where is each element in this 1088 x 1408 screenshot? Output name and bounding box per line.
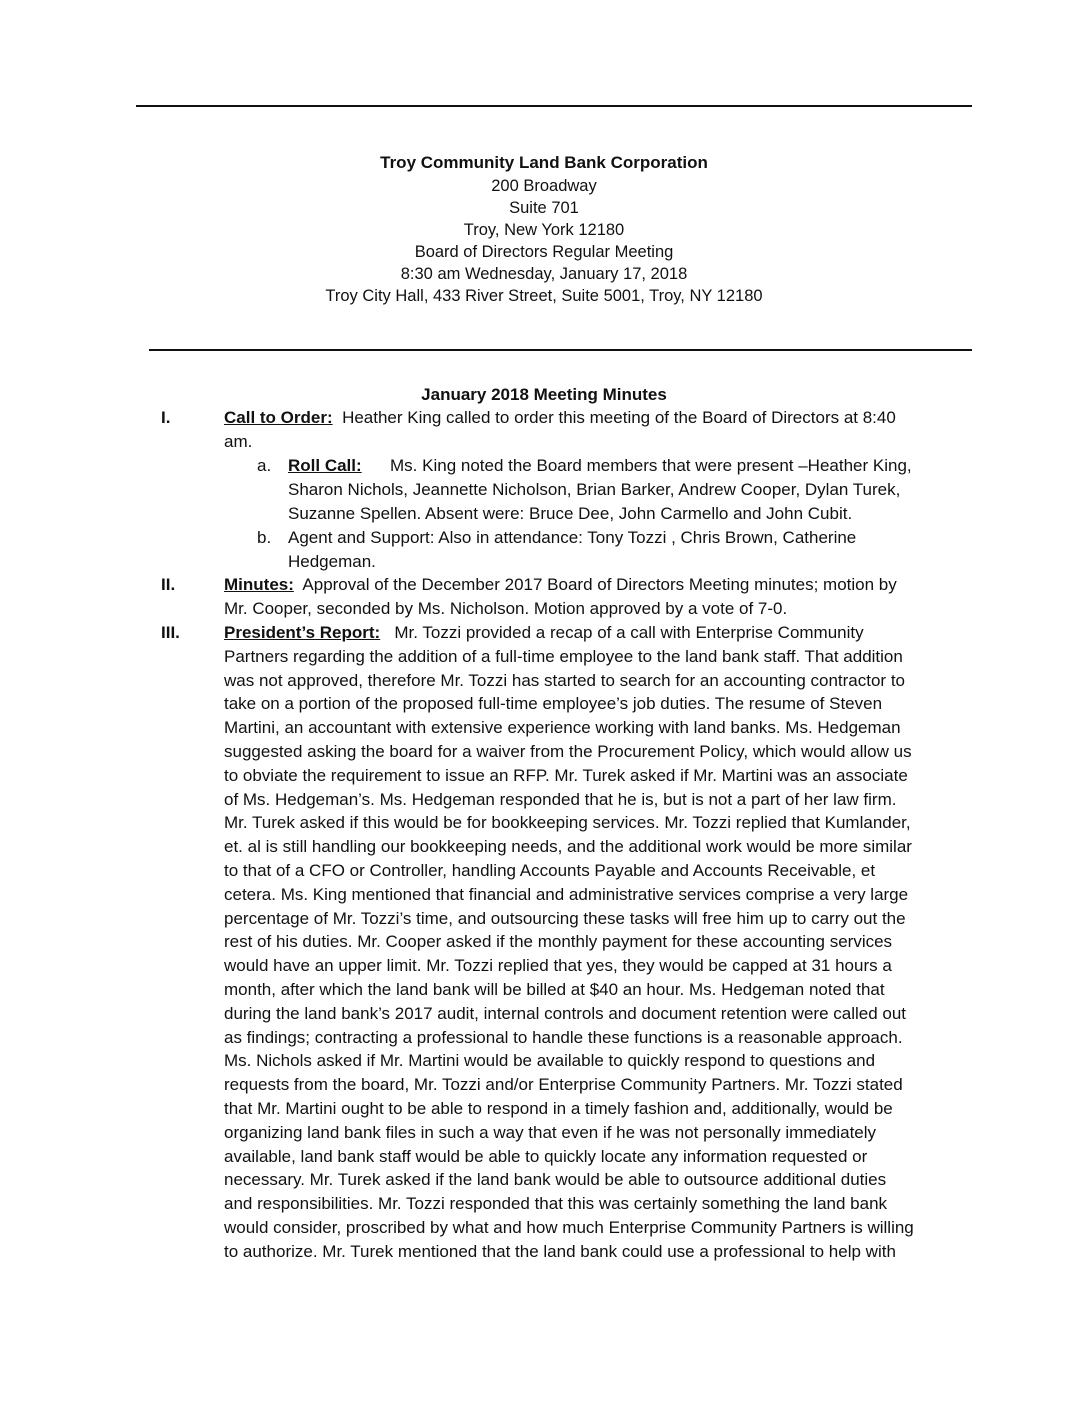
header-divider	[149, 349, 972, 351]
section-number: II.	[161, 575, 176, 594]
section-line: cetera. Ms. King mentioned that financial and administrative services comprise a very large	[224, 884, 909, 904]
text-run: Heather King called to order this meeting of the Board of Directors at 8:40	[332, 408, 896, 427]
section-line: Ms. Nichols asked if Mr. Martini would be available to quickly respond to questions and	[224, 1051, 876, 1071]
section-heading: Minutes:	[224, 575, 294, 594]
section-line: suggested asking the board for a waiver from the Procurement Policy, which would allow us	[224, 741, 912, 761]
section-line: of Ms. Hedgeman’s. Ms. Hedgeman responded that he is, but is not a part of her law firm.	[224, 789, 897, 809]
section-line: was not approved, therefore Mr. Tozzi has started to search for an accounting contractor to	[224, 670, 905, 690]
section-number: III.	[161, 623, 180, 642]
item-line	[288, 454, 968, 478]
organization-name: Troy Community Land Bank Corporation	[380, 153, 708, 172]
section-line: Mr. Turek asked if this would be for bookkeeping services. Mr. Tozzi replied that Kumlander,	[224, 813, 911, 833]
section-line: percentage of Mr. Tozzi’s time, and outsourcing these tasks will free him up to carry out the	[224, 908, 906, 928]
section-line: Mr. Cooper, seconded by Ms. Nicholson. Motion approved by a vote of 7-0.	[224, 598, 788, 618]
item-line: Agent and Support: Also in attendance: Tony Tozzi , Chris Brown, Catherine	[288, 528, 857, 547]
section-body	[224, 406, 966, 454]
meeting-type: Board of Directors Regular Meeting	[414, 243, 674, 261]
section-line: am.	[224, 431, 253, 451]
item-letter: b.	[257, 528, 272, 547]
section-line: would have an upper limit. Mr. Tozzi replied that yes, they would be capped at 31 hours a	[224, 956, 892, 976]
section-line: requests from the board, Mr. Tozzi and/or Enterprise Community Partners. Mr. Tozzi stated	[224, 1075, 903, 1095]
section-line: rest of his duties. Mr. Cooper asked if the monthly payment for these accounting services	[224, 932, 893, 952]
section-line: to obviate the requirement to issue an RFP. Mr. Turek asked if Mr. Martini was an associate	[224, 765, 908, 785]
section-line: would consider, proscribed by what and how much Enterprise Community Partners is willing	[224, 1217, 914, 1237]
section-body	[224, 621, 966, 1264]
item-body	[288, 454, 968, 525]
text-run: Ms. King noted the Board members that were present –Heather King,	[361, 456, 912, 475]
meeting-time: 8:30 am Wednesday, January 17, 2018	[400, 265, 688, 283]
section-line: available, land bank staff would be able to quickly locate any information requested or	[224, 1146, 868, 1166]
item-line: Sharon Nichols, Jeannette Nicholson, Brian Barker, Andrew Cooper, Dylan Turek,	[288, 479, 901, 499]
section-line: that Mr. Martini ought to be able to respond in a timely fashion and, additionally, would be	[224, 1098, 893, 1118]
section-line: to that of a CFO or Controller, handling Accounts Payable and Accounts Receivable, et	[224, 860, 876, 880]
section-line: month, after which the land bank will be billed at $40 an hour. Ms. Hedgeman noted that	[224, 979, 885, 999]
address-line-2: Suite 701	[509, 199, 579, 217]
section-line	[224, 573, 966, 597]
section-line: and responsibilities. Mr. Tozzi responded that this was certainly something the land bank	[224, 1194, 888, 1214]
section-body	[224, 573, 966, 621]
section-heading: President’s Report:	[224, 623, 381, 642]
section-line: organizing land bank files in such a way that even if he was not personally immediately	[224, 1122, 877, 1142]
text-run: Mr. Tozzi provided a recap of a call with Enterprise Community	[380, 623, 864, 642]
section-line: during the land bank’s 2017 audit, internal controls and document retention were called out	[224, 1003, 907, 1023]
section-line: Partners regarding the addition of a full-time employee to the land bank staff. That addition	[224, 646, 903, 666]
section-line: Martini, an accountant with extensive experience working with land banks. Ms. Hedgeman	[224, 718, 901, 738]
address-line-1: 200 Broadway	[491, 177, 597, 195]
section-line: to authorize. Mr. Turek mentioned that the land bank could use a professional to help with	[224, 1241, 896, 1261]
section-number: I.	[161, 408, 171, 427]
item-line: Suzanne Spellen. Absent were: Bruce Dee, John Carmello and John Cubit.	[288, 503, 853, 523]
section-line: take on a portion of the proposed full-time employee’s job duties. The resume of Steven	[224, 694, 883, 714]
item-line: Hedgeman.	[288, 551, 376, 571]
section-heading: Call to Order:	[224, 408, 333, 427]
item-letter: a.	[257, 456, 272, 475]
roll-call-heading: Roll Call:	[288, 456, 362, 475]
top-divider	[136, 105, 972, 107]
minutes-title: January 2018 Meeting Minutes	[421, 385, 667, 404]
section-line: et. al is still handling our bookkeeping needs, and the additional work would be more similar	[224, 837, 912, 857]
meeting-location: Troy City Hall, 433 River Street, Suite 5001, Troy, NY 12180	[325, 287, 763, 305]
section-line	[224, 406, 966, 430]
section-line: necessary. Mr. Turek asked if the land bank would be able to outsource additional duties	[224, 1170, 887, 1190]
document-header	[0, 152, 1088, 307]
item-body	[288, 526, 968, 574]
section-line: as findings; contracting a professional to handle these functions is a reasonable approach.	[224, 1027, 903, 1047]
address-line-3: Troy, New York 12180	[463, 221, 625, 239]
text-run: Approval of the December 2017 Board of Directors Meeting minutes; motion by	[293, 575, 897, 594]
section-line	[224, 621, 966, 645]
